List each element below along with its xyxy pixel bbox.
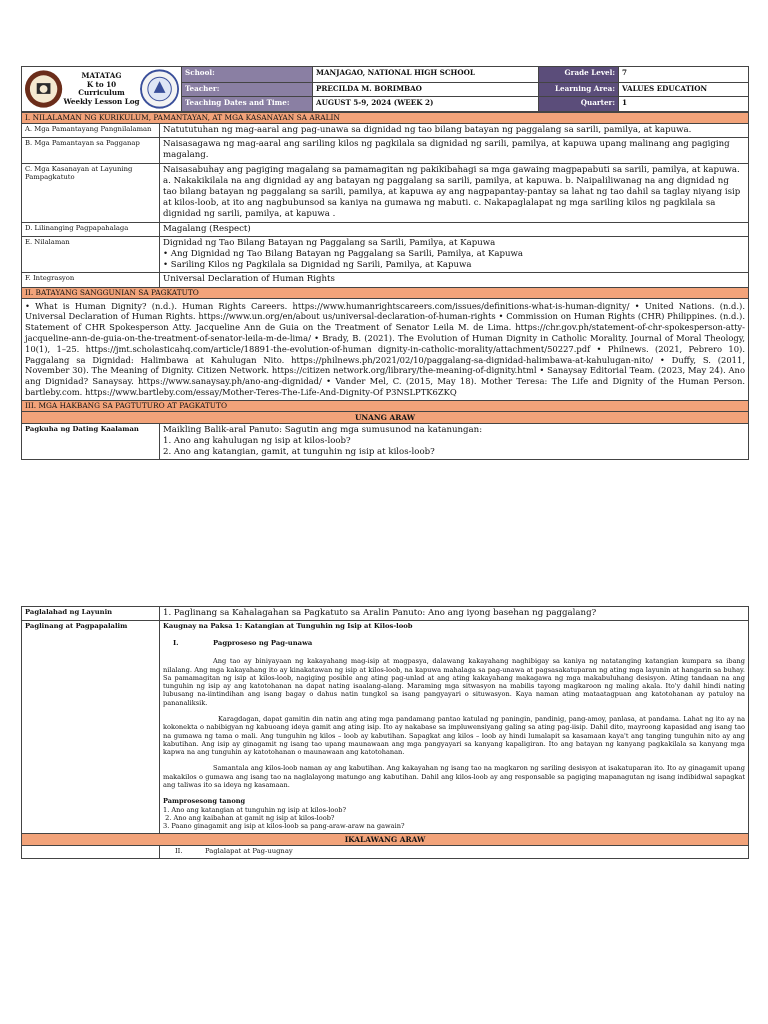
- row-text-d: Magalang (Respect): [160, 222, 749, 236]
- paglinang-label: Paglinang at Pagpapalalim: [22, 621, 160, 833]
- header-title: MATATAG K to 10 Curriculum Weekly Lesson Log: [63, 71, 140, 106]
- nilalaman-bullet: • Ang Dignidad ng Tao Bilang Batayan ng Paggalang sa Sarili, Pamilya, at Kapuwa: [163, 249, 524, 260]
- row-label-b: B. Mga Pamantayan sa Pagganap: [22, 138, 160, 163]
- grade-level-label: Grade Level:: [539, 67, 619, 83]
- teaching-dates-value: AUGUST 5-9, 2024 (WEEK 2): [313, 97, 539, 112]
- section-heading-2: II. Paglalapat at Pag-uugnay: [160, 845, 749, 858]
- row-text-c: Naisasabuhay ang pagiging magalang sa pamamagitan ng pakikibahagi sa mga gawaing magpapabuti sa sarili, pamilya, at kapuwa. a. Nakakikilala na ang dignidad ay ang batayan ng paggalang sa sarili, pamilya, at kapuwa. b. Naipaliliwanag na ang dignidad ng tao bilang batayan ng paggalang sa sarili, pamilya, at kapuwa ay ang nagpapantay-pantay sa lahat ng tao dahil sa taglay niyang isip at kilos-loob, at ito ang nagbubunsod sa kaniya na gumawa ng mabuti. c. Nakapaglalapat ng mga sariling kilos ng pagkilala sa dignidad ng sarili, pamilya, at kapuwa .: [160, 163, 749, 222]
- grade-level-value: 7: [619, 67, 749, 83]
- process-question: 2. Ano ang kaibahan at gamit ng isip at kilos-loob?: [163, 813, 335, 822]
- day-2-heading: IKALAWANG ARAW: [22, 833, 749, 845]
- row-text-f: Universal Declaration of Human Rights: [160, 273, 749, 287]
- paglinang-content: [160, 621, 749, 833]
- learning-area-value: VALUES EDUCATION: [619, 82, 749, 97]
- day-1-heading: UNANG ARAW: [22, 411, 749, 423]
- paragraph-3: Samantala ang kilos-loob naman ay ang kabutihan. Ang kakayahan ng isang tao na magkaron ng sariling desisyon at isakatuparan ito. Ito ay ginagamit upang makakilos o gumawa ang isang tao na naglalayong matungo ang kabutihan. Dahil ang kilos-loob ay ang responsable sa pagiging mapanagutan ng isang indibidwal sapagkat ang taliwas ito sa ideya ng kasamaan.: [163, 764, 745, 790]
- row-label-d: D. Lilinanging Pagpapahalaga: [22, 222, 160, 236]
- section-1-title: I. NILALAMAN NG KURIKULUM, PAMANTAYAN, AT MGA KASANAYAN SA ARALIN: [22, 113, 749, 124]
- lesson-log-page-1: [21, 66, 748, 460]
- school-label: School:: [182, 67, 313, 83]
- quarter-value: 1: [619, 97, 749, 112]
- deped-seal-logo: [24, 69, 63, 109]
- row-label-e: E. Nilalaman: [22, 236, 160, 273]
- empty-label-cell: [22, 845, 160, 858]
- pagkuha-text: Maikling Balik-aral Panuto: Sagutin ang mga sumusunod na katanungan: 1. Ano ang kahulugan ng isip at kilos-loob? 2. Ano ang katangian, gamit, at tunguhin ng isip at kilos-loob?: [160, 423, 749, 460]
- content-table: [21, 112, 749, 460]
- learning-area-label: Learning Area:: [539, 82, 619, 97]
- nilalaman-title: Dignidad ng Tao Bilang Batayan ng Paggalang sa Sarili, Pamilya, at Kapuwa: [163, 237, 496, 248]
- section-heading-1: I. Pagproseso ng Pag-unawa: [173, 639, 313, 648]
- header-logo-cell: [22, 67, 182, 112]
- row-label-f: F. Integrasyon: [22, 273, 160, 287]
- layunin-label: Paglalahad ng Layunin: [22, 607, 160, 621]
- process-question: 3. Paano ginagamit ang isip at kilos-loob sa pang-araw-araw na gawain?: [163, 822, 405, 831]
- quarter-label: Quarter:: [539, 97, 619, 112]
- process-questions-heading: Pamprosesong tanong: [163, 797, 246, 806]
- process-question: 1. Ano ang katangian at tunguhin ng isip at kilos-loob?: [163, 805, 347, 814]
- teacher-value: PRECILDA M. BORIMBAO: [313, 82, 539, 97]
- row-label-a: A. Mga Pamantayang Pangnilalaman: [22, 124, 160, 138]
- teaching-dates-label: Teaching Dates and Time:: [182, 97, 313, 112]
- procedure-table: [21, 606, 749, 859]
- section-3-title: III. MGA HAKBANG SA PAGTUTURO AT PAGKATUTO: [22, 400, 749, 411]
- row-text-e: [160, 236, 749, 273]
- row-text-a: Natututuhan ng mag-aaral ang pag-unawa sa dignidad ng tao bilang batayan ng paggalang sa sarili, pamilya, at kapuwa.: [160, 124, 749, 138]
- section-2-title: II. BATAYANG SANGGUNIAN SA PAGKATUTO: [22, 287, 749, 298]
- department-of-education-seal: [140, 69, 179, 109]
- paragraph-2: Karagdagan, dapat gamitin din natin ang ating mga pandamang pantao katulad ng paningin, pandinig, pang-amoy, panlasa, at pandama. Lahat ng ito ay na kokonekta o nabibigyan ng kabuoang ideya gamit ang ating isip. Ito ay nakabase sa impluwensiyang galing sa ating pag-iisip. Dahil dito, mayroong kapasidad ang isang tao na gumawa ng tama o mali. Ang tunguhin ng kilos – loob ay kabutihan. Sapagkat ang kilos – loob ay hindi lumalapit sa kasamaan kaya't ang tanging tunguhin nito ay ang kabutihan. Ang isip ay ginagamit ng isang tao upang maunawaan ang mga pangyayari sa kanyang kapaligiran. Ito ang batayan ng kanyang pagkakilala sa kanyang mga kapwa na ang tunguhin ay katotohanan o maunawaan ang katotohanan.: [163, 714, 745, 757]
- lesson-log-page-2: [21, 606, 748, 859]
- row-text-b: Naisasagawa ng mag-aaral ang sariling kilos ng pagkilala sa dignidad ng sarili, pamilya, at kapuwa upang malinang ang pagiging magalang.: [160, 138, 749, 163]
- teacher-label: Teacher:: [182, 82, 313, 97]
- layunin-text: 1. Paglinang sa Kahalagahan sa Pagkatuto sa Aralin Panuto: Ano ang iyong basehan ng paggalang?: [160, 607, 749, 621]
- row-label-c: C. Mga Kasanayan at Layuning Pampagkatuto: [22, 163, 160, 222]
- pagkuha-label: Pagkuha ng Dating Kaalaman: [22, 423, 160, 460]
- school-value: MANJAGAO, NATIONAL HIGH SCHOOL: [313, 67, 539, 83]
- paragraph-1: Ang tao ay biniyayaan ng kakayahang mag-isip at magpasya, dalawang kakayahang naghibigay sa kaniya ng natatanging katangian kumpara sa ibang nilalang. Ang mga kakayahang ito ay kinakatawan ng isip at kilos-loob, na kapuwa mahalaga sa pag-unawa at pagsasakatuparan ng ating mga layunin at hangarin sa buhay. Sa pamamagitan ng isip at kilos-loob, nagiging posible ang ating pag-unlad at ang ating kakayahang makagawa ng mga makabuluhang desisyon. Ating tandaan na ang tunguhin ng isip ay ang katotohanan na dapat nating isaalang-alang. Maraming mga sitwasyon na mabilis tayong magkaroon ng maling akala. Ito'y dahil hindi nating lubusang na-iintindihan ang isang bagay o dahus natin tungkol sa isang pangyayari o situwasyon. Kaya naman ating mataatagpuan ang katotohanan ay patuloy na pananaliksik.: [163, 657, 745, 707]
- header-table: [21, 66, 749, 112]
- nilalaman-bullet: • Sariling Kilos ng Pagkilala sa Dignidad ng Sarili, Pamilya, at Kapuwa: [163, 260, 472, 271]
- paksa-title: Kaugnay na Paksa 1: Katangian at Tunguhin ng Isip at Kilos-loob: [163, 622, 413, 631]
- references-text: • What is Human Dignity? (n.d.). Human Rights Careers. https://www.humanrightscareers.com/issues/definitions-what-is-human-dignity/ • United Nations. (n.d.). Universal Declaration of Human Rights. https://www.un.org/en/about us/universal-declaration-of-human-rights • Commission on Human Rights (CHR) Philippines. (n.d.). Statement of CHR Spokesperson Atty. Jacqueline Ann de Guia on the Treatment of Senator Leila M. de Lima. https://chr.gov.ph/statement-of-chr-spokesperson-atty-jacqueline-ann-de-guia-on-the-treatment-of-senator-leila-m-de-lima/ • Brady, B. (2021). The Evolution of Human Dignity in Catholic Morality. Journal of Moral Theology, 10(1), 1–25. https://jmt.scholasticahq.com/article/18891-the-evolution-of-human dignity-in-catholic-morality/attachment/50227.pdf • Philnews. (2021, Pebrero 10). Paggalang sa Dignidad: Halimbawa at Kahulugan Nito. https://philnews.ph/2021/02/10/paggalang-sa-dignidad-halimbawa-at-kahulugan-nito/ • Duffy, S. (2011, November 30). The Meaning of Dignity. Citizen Network. https://citizen network.org/library/the-meaning-of-dignity.html • Sanaysay Editorial Team. (2023, May 24). Ano ang Dignidad? Sanaysay. https://www.sanaysay.ph/ano-ang-dignidad/ • Vander Mel, C. (2015, May 18). Mother Teresa: The Life and Dignity of the Human Person. bartleby.com. https://www.bartleby.com/essay/Mother-Teres-The-Life-And-Dignity-Of P3NSLPTK6ZKQ: [22, 298, 749, 400]
